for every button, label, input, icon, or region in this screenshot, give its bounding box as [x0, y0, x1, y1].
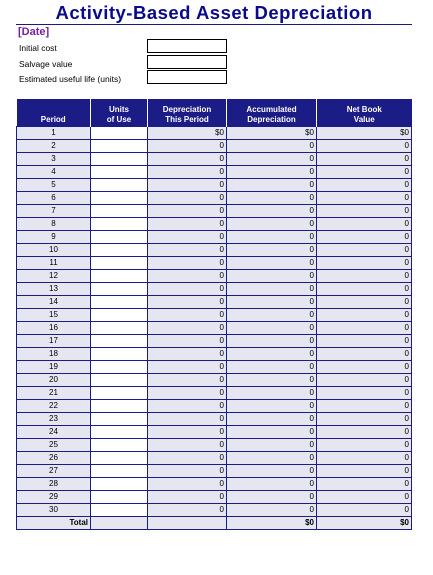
table-row — [17, 218, 412, 231]
units-of-use-input[interactable] — [91, 218, 148, 231]
units-of-use-input[interactable] — [91, 127, 148, 140]
units-of-use-input[interactable] — [91, 400, 148, 413]
net-book-cell: 0 — [317, 283, 412, 296]
table-row — [17, 335, 412, 348]
units-of-use-input[interactable] — [91, 270, 148, 283]
depreciation-cell: 0 — [148, 348, 227, 361]
header-period: Period — [17, 99, 91, 127]
net-book-cell: 0 — [317, 465, 412, 478]
table-row — [17, 296, 412, 309]
period-cell: 14 — [17, 296, 91, 309]
units-of-use-input[interactable] — [91, 296, 148, 309]
accumulated-cell: 0 — [227, 179, 317, 192]
units-of-use-input[interactable] — [91, 166, 148, 179]
depreciation-cell: 0 — [148, 361, 227, 374]
units-of-use-input[interactable] — [91, 192, 148, 205]
units-of-use-input[interactable] — [91, 257, 148, 270]
period-cell: 1 — [17, 127, 91, 140]
accumulated-cell: 0 — [227, 192, 317, 205]
depreciation-cell: 0 — [148, 400, 227, 413]
depreciation-cell: 0 — [148, 179, 227, 192]
depreciation-cell: 0 — [148, 374, 227, 387]
header-units-of-use: Units of Use — [91, 99, 148, 127]
units-of-use-input[interactable] — [91, 452, 148, 465]
net-book-cell: 0 — [317, 166, 412, 179]
units-of-use-input[interactable] — [91, 465, 148, 478]
table-row — [17, 465, 412, 478]
net-book-cell: 0 — [317, 309, 412, 322]
period-cell: 5 — [17, 179, 91, 192]
accumulated-cell: 0 — [227, 283, 317, 296]
accumulated-cell: 0 — [227, 452, 317, 465]
depreciation-cell: 0 — [148, 283, 227, 296]
table-row — [17, 400, 412, 413]
table-row — [17, 348, 412, 361]
depreciation-cell: 0 — [148, 426, 227, 439]
net-book-cell: $0 — [317, 127, 412, 140]
units-of-use-input[interactable] — [91, 179, 148, 192]
net-book-cell: 0 — [317, 413, 412, 426]
units-of-use-input[interactable] — [91, 426, 148, 439]
table-row — [17, 127, 412, 140]
net-book-cell: 0 — [317, 387, 412, 400]
accumulated-cell: 0 — [227, 309, 317, 322]
table-row — [17, 491, 412, 504]
header-accumulated-depreciation: Accumulated Depreciation — [227, 99, 317, 127]
depreciation-cell: 0 — [148, 322, 227, 335]
table-row — [17, 166, 412, 179]
period-cell: 26 — [17, 452, 91, 465]
units-of-use-input[interactable] — [91, 348, 148, 361]
period-cell: 8 — [17, 218, 91, 231]
depreciation-cell: $0 — [148, 127, 227, 140]
period-cell: 19 — [17, 361, 91, 374]
accumulated-cell: 0 — [227, 465, 317, 478]
header-depreciation-this-period: Depreciation This Period — [148, 99, 227, 127]
period-cell: 29 — [17, 491, 91, 504]
net-book-cell: 0 — [317, 348, 412, 361]
useful-life-label: Estimated useful life (units) — [19, 74, 122, 84]
table-row — [17, 205, 412, 218]
depreciation-cell: 0 — [148, 504, 227, 517]
net-book-cell: 0 — [317, 361, 412, 374]
depreciation-cell: 0 — [148, 439, 227, 452]
units-of-use-input[interactable] — [91, 439, 148, 452]
period-cell: 24 — [17, 426, 91, 439]
accumulated-cell: 0 — [227, 374, 317, 387]
period-cell: 16 — [17, 322, 91, 335]
total-depreciation-cell — [148, 517, 227, 530]
depreciation-cell: 0 — [148, 153, 227, 166]
accumulated-cell: 0 — [227, 205, 317, 218]
period-cell: 12 — [17, 270, 91, 283]
accumulated-cell: 0 — [227, 140, 317, 153]
units-of-use-input[interactable] — [91, 205, 148, 218]
period-cell: 6 — [17, 192, 91, 205]
table-row — [17, 361, 412, 374]
units-of-use-input[interactable] — [91, 283, 148, 296]
depreciation-cell: 0 — [148, 413, 227, 426]
net-book-cell: 0 — [317, 296, 412, 309]
net-book-cell: 0 — [317, 218, 412, 231]
net-book-cell: 0 — [317, 478, 412, 491]
net-book-cell: 0 — [317, 322, 412, 335]
table-row — [17, 322, 412, 335]
depreciation-cell: 0 — [148, 218, 227, 231]
table-row — [17, 270, 412, 283]
net-book-cell: 0 — [317, 231, 412, 244]
depreciation-cell: 0 — [148, 335, 227, 348]
accumulated-cell: 0 — [227, 231, 317, 244]
depreciation-cell: 0 — [148, 465, 227, 478]
accumulated-cell: 0 — [227, 478, 317, 491]
net-book-cell: 0 — [317, 374, 412, 387]
period-cell: 30 — [17, 504, 91, 517]
depreciation-cell: 0 — [148, 296, 227, 309]
period-cell: 23 — [17, 413, 91, 426]
period-cell: 3 — [17, 153, 91, 166]
net-book-cell: 0 — [317, 192, 412, 205]
units-of-use-input[interactable] — [91, 374, 148, 387]
accumulated-cell: 0 — [227, 504, 317, 517]
accumulated-cell: 0 — [227, 400, 317, 413]
table-row — [17, 504, 412, 517]
initial-cost-input[interactable] — [147, 39, 227, 53]
depreciation-cell: 0 — [148, 192, 227, 205]
table-row — [17, 192, 412, 205]
table-row — [17, 426, 412, 439]
table-row — [17, 140, 412, 153]
units-of-use-input[interactable] — [91, 413, 148, 426]
units-of-use-input[interactable] — [91, 504, 148, 517]
table-row — [17, 244, 412, 257]
date-field[interactable]: [Date] — [18, 26, 50, 38]
depreciation-cell: 0 — [148, 452, 227, 465]
depreciation-cell: 0 — [148, 205, 227, 218]
table-row — [17, 452, 412, 465]
depreciation-cell: 0 — [148, 387, 227, 400]
period-cell: 2 — [17, 140, 91, 153]
accumulated-cell: 0 — [227, 413, 317, 426]
accumulated-cell: 0 — [227, 296, 317, 309]
net-book-cell: 0 — [317, 205, 412, 218]
period-cell: 27 — [17, 465, 91, 478]
table-row — [17, 413, 412, 426]
depreciation-cell: 0 — [148, 166, 227, 179]
depreciation-cell: 0 — [148, 231, 227, 244]
net-book-cell: 0 — [317, 244, 412, 257]
period-cell: 25 — [17, 439, 91, 452]
page-title: Activity-Based Asset Depreciation — [55, 2, 373, 23]
accumulated-cell: 0 — [227, 426, 317, 439]
table-row — [17, 231, 412, 244]
units-of-use-input[interactable] — [91, 231, 148, 244]
units-of-use-input[interactable] — [91, 387, 148, 400]
period-cell: 9 — [17, 231, 91, 244]
units-of-use-input[interactable] — [91, 153, 148, 166]
period-cell: 20 — [17, 374, 91, 387]
table-row — [17, 387, 412, 400]
period-cell: 13 — [17, 283, 91, 296]
total-net-book: $0 — [317, 517, 412, 530]
accumulated-cell: 0 — [227, 270, 317, 283]
depreciation-cell: 0 — [148, 140, 227, 153]
period-cell: 17 — [17, 335, 91, 348]
table-row — [17, 439, 412, 452]
units-of-use-input[interactable] — [91, 335, 148, 348]
salvage-value-label: Salvage value — [19, 59, 73, 69]
accumulated-cell: 0 — [227, 439, 317, 452]
total-label: Total — [17, 517, 91, 530]
accumulated-cell: 0 — [227, 244, 317, 257]
total-units-cell — [91, 517, 148, 530]
total-accumulated: $0 — [227, 517, 317, 530]
table-row — [17, 309, 412, 322]
period-cell: 11 — [17, 257, 91, 270]
units-of-use-input[interactable] — [91, 140, 148, 153]
units-of-use-input[interactable] — [91, 244, 148, 257]
net-book-cell: 0 — [317, 491, 412, 504]
table-row — [17, 374, 412, 387]
depreciation-schedule-table — [16, 99, 412, 530]
net-book-cell: 0 — [317, 452, 412, 465]
accumulated-cell: 0 — [227, 257, 317, 270]
accumulated-cell: 0 — [227, 322, 317, 335]
net-book-cell: 0 — [317, 179, 412, 192]
period-cell: 18 — [17, 348, 91, 361]
table-row — [17, 179, 412, 192]
net-book-cell: 0 — [317, 140, 412, 153]
units-of-use-input[interactable] — [91, 491, 148, 504]
accumulated-cell: 0 — [227, 361, 317, 374]
period-cell: 15 — [17, 309, 91, 322]
table-row — [17, 283, 412, 296]
accumulated-cell: 0 — [227, 218, 317, 231]
net-book-cell: 0 — [317, 504, 412, 517]
depreciation-cell: 0 — [148, 257, 227, 270]
initial-cost-label: Initial cost — [19, 43, 57, 53]
table-row — [17, 257, 412, 270]
period-cell: 4 — [17, 166, 91, 179]
depreciation-cell: 0 — [148, 309, 227, 322]
units-of-use-input[interactable] — [91, 478, 148, 491]
salvage-value-input[interactable] — [147, 55, 227, 69]
net-book-cell: 0 — [317, 257, 412, 270]
header-net-book-value: Net Book Value — [317, 99, 412, 127]
accumulated-cell: 0 — [227, 387, 317, 400]
accumulated-cell: 0 — [227, 153, 317, 166]
total-row — [17, 517, 412, 530]
period-cell: 10 — [17, 244, 91, 257]
period-cell: 7 — [17, 205, 91, 218]
period-cell: 28 — [17, 478, 91, 491]
depreciation-cell: 0 — [148, 244, 227, 257]
depreciation-cell: 0 — [148, 491, 227, 504]
units-of-use-input[interactable] — [91, 309, 148, 322]
period-cell: 21 — [17, 387, 91, 400]
units-of-use-input[interactable] — [91, 322, 148, 335]
table-row — [17, 153, 412, 166]
accumulated-cell: 0 — [227, 335, 317, 348]
accumulated-cell: 0 — [227, 166, 317, 179]
period-cell: 22 — [17, 400, 91, 413]
units-of-use-input[interactable] — [91, 361, 148, 374]
net-book-cell: 0 — [317, 400, 412, 413]
accumulated-cell: 0 — [227, 491, 317, 504]
accumulated-cell: $0 — [227, 127, 317, 140]
title-divider — [16, 24, 412, 25]
useful-life-input[interactable] — [147, 70, 227, 84]
net-book-cell: 0 — [317, 426, 412, 439]
net-book-cell: 0 — [317, 439, 412, 452]
net-book-cell: 0 — [317, 270, 412, 283]
table-row — [17, 478, 412, 491]
depreciation-cell: 0 — [148, 270, 227, 283]
depreciation-cell: 0 — [148, 478, 227, 491]
net-book-cell: 0 — [317, 335, 412, 348]
accumulated-cell: 0 — [227, 348, 317, 361]
net-book-cell: 0 — [317, 153, 412, 166]
table-header-row — [17, 99, 412, 127]
